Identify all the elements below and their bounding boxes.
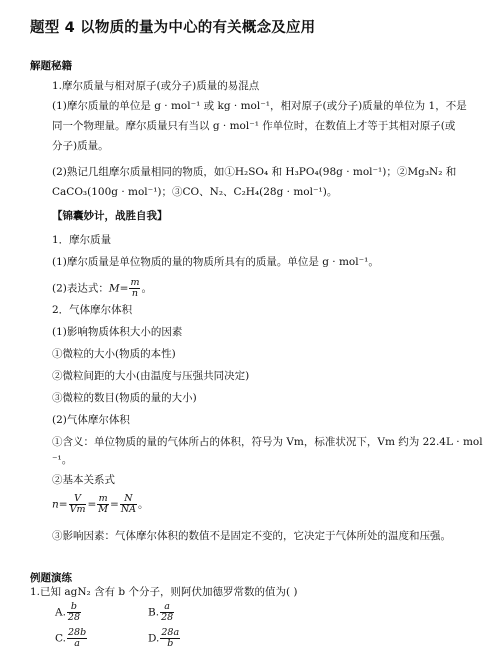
symbol-M: M <box>108 282 120 295</box>
numerator: m <box>130 277 140 288</box>
option-a-label: A. <box>55 606 66 619</box>
equals-sign: = <box>119 282 129 295</box>
denominator: b <box>167 638 174 649</box>
point2-paragraph-line1: (2)熟记几组摩尔质量相同的物质，如①H₂SO₄ 和 H₃PO₄(98g · mol⁻¹)；②Mg₃N₂ 和 <box>52 166 457 178</box>
option-c <box>55 628 88 649</box>
numerator: V <box>69 494 87 505</box>
molar-mass-heading: 1．摩尔质量 <box>52 234 112 246</box>
page-title: 题型 4 以物质的量为中心的有关概念及应用 <box>30 20 316 36</box>
equals-sign-2: = <box>87 498 97 511</box>
option-d-fraction <box>160 628 180 649</box>
denominator: a <box>74 638 80 649</box>
expression-prefix: (2)表达式： <box>52 282 109 295</box>
factor-particle-distance: ②微粒间距的大小(由温度与压强共同决定) <box>52 370 250 382</box>
option-c-label: C. <box>55 632 66 645</box>
point1-paragraph-line3: 分子)质量。 <box>52 140 109 152</box>
denominator: NA <box>120 504 136 515</box>
option-b-fraction <box>160 602 174 623</box>
option-a <box>55 602 82 623</box>
point1-heading: 1.摩尔质量与相对原子(或分子)质量的易混点 <box>52 80 260 92</box>
denominator: 28 <box>67 612 81 623</box>
option-b-label: B. <box>148 606 160 619</box>
molar-mass-expression: (2)表达式：M= $\frac{m}{n}$ 。 <box>52 277 152 299</box>
denominator: M <box>98 504 108 515</box>
fraction-V-over-Vm <box>69 494 87 515</box>
option-b <box>148 602 175 623</box>
molar-mass-definition: (1)摩尔质量是单位物质的量的物质所具有的质量。单位是 g · mol⁻¹。 <box>52 256 379 268</box>
option-a-fraction <box>67 602 81 623</box>
symbol-n: n <box>52 498 59 511</box>
section-heading-examples: 例题演练 <box>30 572 72 584</box>
fraction-N-over-NA <box>120 494 137 515</box>
point1-paragraph-line2: 同一个物理量。摩尔质量只有当以 g · mol⁻¹ 作单位时，在数值上才等于其相对原子(或 <box>52 120 456 132</box>
influencing-factors: ③影响因素：气体摩尔体积的数值不是固定不变的，它决定于气体所处的温度和压强。 <box>52 530 451 542</box>
numerator: 28b <box>68 627 87 638</box>
fraction-m-over-n <box>129 278 140 299</box>
meaning-line1: ①含义：单位物质的量的气体所占的体积，符号为 Vm，标准状况下，Vm 约为 22.4L · mol <box>52 436 483 448</box>
denominator: 28 <box>161 612 174 623</box>
equals-sign-3: = <box>110 498 119 511</box>
volume-factors-heading: (1)影响物质体积大小的因素 <box>52 326 183 338</box>
option-d <box>148 628 181 649</box>
factor-particle-number: ③微粒的数目(物质的量的大小) <box>52 392 197 404</box>
equals-sign-1: = <box>58 498 68 511</box>
tips-bracket-heading: 【锦囊妙计，战胜自我】 <box>52 210 168 222</box>
section-heading-solving-tips: 解题秘籍 <box>30 60 72 72</box>
numerator: a <box>160 602 174 613</box>
meaning-line2: ⁻¹。 <box>52 454 73 466</box>
basic-relation-heading: ②基本关系式 <box>52 474 115 486</box>
numerator: b <box>67 602 81 613</box>
point1-paragraph-line1: (1)摩尔质量的单位是 g · mol⁻¹ 或 kg · mol⁻¹，相对原子(或分子)质量的单位为 1，不是 <box>52 100 467 112</box>
option-d-label: D. <box>148 632 160 645</box>
basic-relation-formula: n= $\frac{V}{Vm}$ = $\frac{m}{M}$ = $\frac{N}{NA}$ 。 <box>52 493 149 515</box>
gas-molar-volume-heading: 2．气体摩尔体积 <box>52 304 133 316</box>
option-c-fraction <box>67 628 87 649</box>
numerator: m <box>98 493 108 504</box>
denominator: n <box>131 288 139 299</box>
numerator: 28a <box>161 627 180 638</box>
denominator: Vm <box>69 504 86 515</box>
point2-paragraph-line2: CaCO₃(100g · mol⁻¹)；③CO、N₂、C₂H₄(28g · mol⁻¹)。 <box>52 186 338 198</box>
gas-molar-volume-subheading: (2)气体摩尔体积 <box>52 414 130 426</box>
question-1: 1.已知 agN₂ 含有 b 个分子，则阿伏加德罗常数的值为( ) <box>30 586 298 598</box>
numerator: N <box>120 494 137 505</box>
factor-particle-size: ①微粒的大小(物质的本性) <box>52 348 176 360</box>
fraction-m-over-M <box>97 494 109 515</box>
